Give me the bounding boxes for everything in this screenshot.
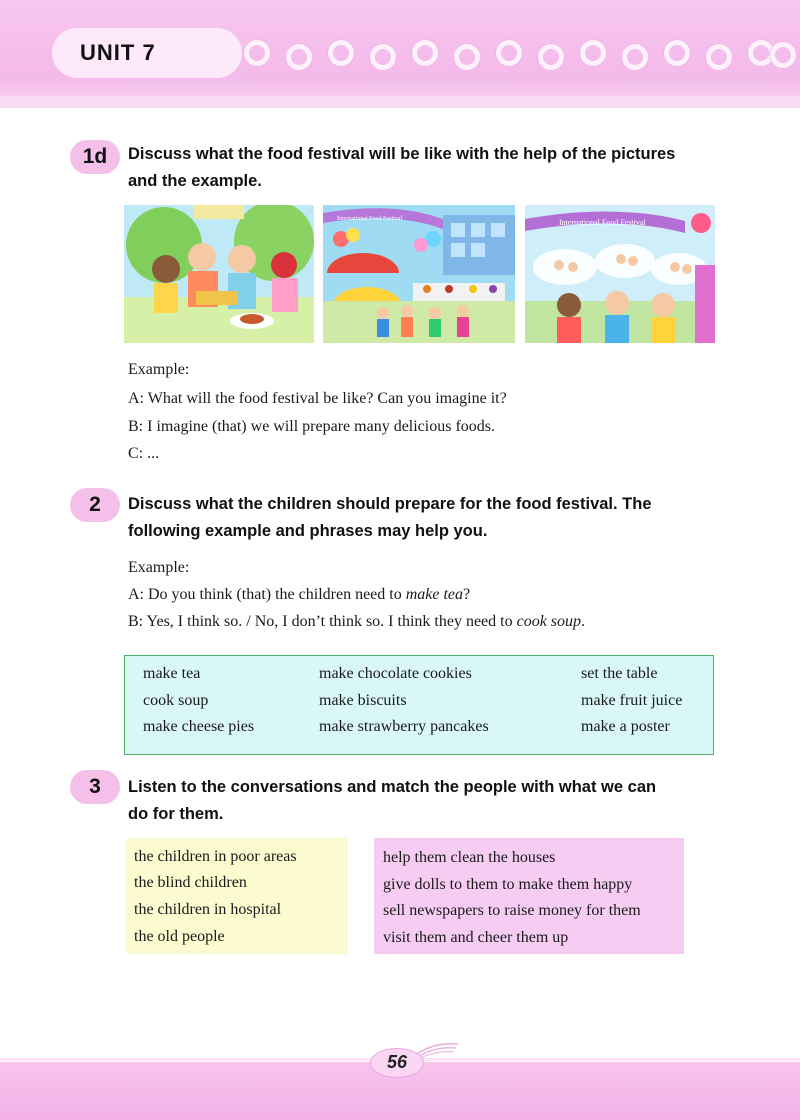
section-1d-instruction-line2: and the example. [128, 172, 262, 190]
section-1d-instruction-line1: Discuss what the food festival will be like with the help of the pictures [128, 145, 676, 163]
phrase-make-biscuits: make biscuits [319, 692, 407, 709]
unit-title: UNIT 7 [80, 40, 156, 65]
section-2-example-label: Example: [128, 559, 190, 576]
header-bottom-band [0, 96, 800, 108]
header-ring-icon [328, 40, 354, 66]
people-item: the blind children [134, 874, 247, 891]
people-item: the children in poor areas [134, 848, 297, 865]
phrase-make-fruit-juice: make fruit juice [581, 692, 683, 709]
picture-2-banner-text: International Food Festival [337, 216, 402, 222]
section-1d-line-a: A: What will the food festival be like? Can you imagine it? [128, 390, 507, 407]
section-3-instruction-line1: Listen to the conversations and match the people with what we can [128, 778, 657, 796]
people-item: the old people [134, 928, 225, 945]
header-ring-icon [286, 44, 312, 70]
section-2-line-a-italic: make tea [405, 586, 464, 603]
action-item: help them clean the houses [383, 849, 556, 866]
header-ring-icon [622, 44, 648, 70]
section-1d-line-c: C: ... [128, 445, 160, 462]
section-2-line-a-suffix: ? [463, 586, 471, 603]
section-1d-line-b: B: I imagine (that) we will prepare many delicious foods. [128, 418, 496, 435]
festival-picture-1 [124, 205, 314, 343]
action-item: sell newspapers to raise money for them [383, 902, 641, 919]
header-ring-icon [454, 44, 480, 70]
phrase-make-strawberry-pancakes: make strawberry pancakes [319, 718, 489, 735]
action-item: visit them and cheer them up [383, 929, 569, 946]
section-3-instruction-line2: do for them. [128, 805, 224, 823]
people-item: the children in hospital [134, 901, 282, 918]
action-item: give dolls to them to make them happy [383, 876, 633, 893]
header-ring-icon [770, 42, 796, 68]
header-ring-icon [664, 40, 690, 66]
section-2-line-a-prefix: A: Do you think (that) the children need to [128, 586, 406, 603]
section-2-badge: 2 [70, 488, 120, 522]
section-1d-example-label: Example: [128, 361, 190, 378]
section-2-line-b-suffix: . [581, 613, 586, 630]
header-ring-icon [244, 40, 270, 66]
unit-header [0, 0, 800, 108]
phrase-make-a-poster: make a poster [581, 718, 670, 735]
section-2-line-b [128, 612, 585, 632]
header-ring-icon [496, 40, 522, 66]
header-ring-icon [370, 44, 396, 70]
page-number: 56 [386, 1052, 408, 1072]
section-2-instruction-line2: following example and phrases may help you. [128, 522, 488, 540]
phrase-make-tea: make tea [143, 665, 201, 682]
section-2-line-b-prefix: B: Yes, I think so. / No, I don’t think so. I think they need to [128, 613, 517, 630]
header-ring-icon [538, 44, 564, 70]
phrase-make-cheese-pies: make cheese pies [143, 718, 255, 735]
picture-3-banner-text: International Food Festival [559, 218, 646, 227]
header-ring-icon [706, 44, 732, 70]
festival-picture-3 [525, 205, 715, 343]
header-ring-row [238, 38, 798, 72]
section-2-line-a [128, 585, 470, 605]
header-ring-icon [580, 40, 606, 66]
section-2-instruction-line1: Discuss what the children should prepare for the food festival. The [128, 495, 652, 513]
festival-picture-2 [323, 205, 515, 343]
header-ring-icon [412, 40, 438, 66]
section-1d-badge: 1d [70, 140, 120, 174]
section-2-line-b-italic: cook soup [516, 613, 582, 630]
phrase-cook-soup: cook soup [143, 692, 209, 709]
section-3-badge: 3 [70, 770, 120, 804]
phrase-set-the-table: set the table [581, 665, 658, 682]
phrase-make-chocolate-cookies: make chocolate cookies [319, 665, 472, 682]
